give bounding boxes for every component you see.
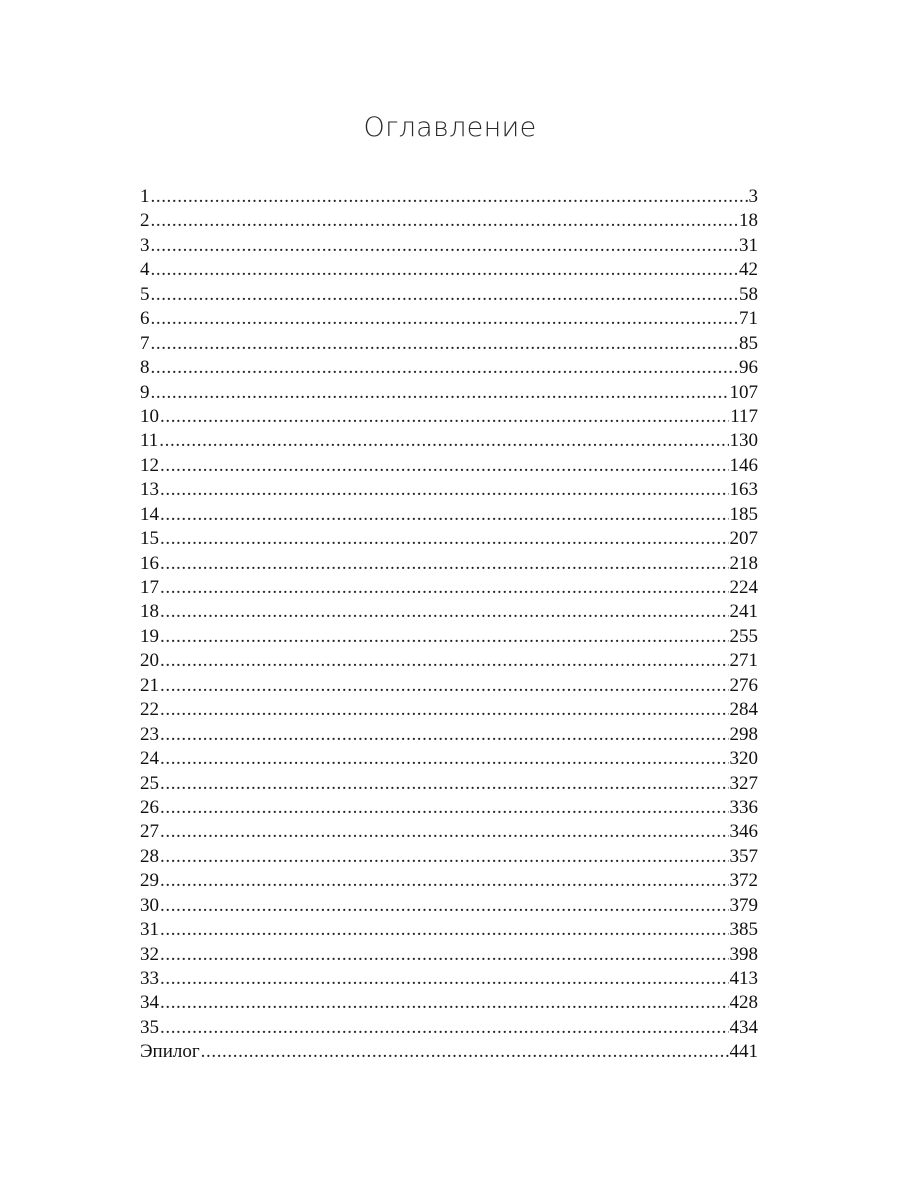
- toc-entry-label: 2: [140, 210, 150, 232]
- toc-entry: [140, 552, 758, 576]
- toc-entry: [140, 772, 758, 796]
- toc-entry-label: 29: [140, 870, 159, 892]
- toc-dot-leader: [160, 503, 729, 527]
- toc-dot-leader: [160, 576, 729, 600]
- toc-entry-page-number: 336: [729, 796, 758, 818]
- toc-dot-leader: [201, 1040, 729, 1064]
- toc-dot-leader: [151, 185, 748, 209]
- toc-entry-label: 26: [140, 796, 159, 818]
- toc-dot-leader: [160, 600, 729, 624]
- toc-entry-label: 33: [140, 968, 159, 989]
- toc-entry-label: 6: [140, 308, 150, 330]
- toc-entry-label: 5: [140, 283, 150, 305]
- toc-entry: [140, 283, 758, 307]
- toc-entry-page-number: 218: [729, 552, 758, 574]
- toc-entry-page-number: 346: [729, 821, 758, 843]
- toc-entry-label: 22: [140, 699, 159, 721]
- toc-entry-page-number: 428: [729, 992, 758, 1014]
- toc-entry: [140, 674, 758, 698]
- toc-dot-leader: [159, 429, 728, 453]
- toc-entry: [140, 698, 758, 722]
- toc-entry-page-number: 117: [730, 405, 758, 427]
- toc-entry-page-number: 207: [729, 528, 758, 550]
- toc-dot-leader: [160, 674, 729, 698]
- toc-entry-page-number: 298: [729, 723, 758, 745]
- toc-dot-leader: [160, 478, 729, 502]
- toc-entry-label: 1: [140, 186, 150, 207]
- toc-entry-label: 32: [140, 943, 159, 965]
- toc-entry-label: 16: [140, 552, 159, 574]
- toc-entry-label: 27: [140, 821, 159, 843]
- toc-entry-page-number: 146: [729, 454, 758, 476]
- toc-dot-leader: [160, 747, 729, 771]
- toc-entry-page-number: 107: [729, 381, 758, 403]
- toc-entry-label: 34: [140, 992, 159, 1014]
- toc-entry: [140, 600, 758, 624]
- toc-entry: [140, 796, 758, 820]
- toc-entry-label: 13: [140, 479, 159, 501]
- toc-entry-label: 7: [140, 332, 150, 354]
- toc-entry: [140, 429, 758, 453]
- toc-entry: [140, 454, 758, 478]
- toc-dot-leader: [160, 796, 729, 820]
- toc-entry-page-number: 327: [729, 772, 758, 794]
- toc-entry-label: 14: [140, 503, 159, 525]
- toc-entry-label: 8: [140, 357, 150, 379]
- toc-entry-page-number: 163: [729, 479, 758, 501]
- toc-entry-label: 19: [140, 625, 159, 647]
- toc-entry: [140, 967, 758, 991]
- toc-dot-leader: [160, 552, 729, 576]
- toc-entry-page-number: 130: [729, 430, 758, 452]
- toc-dot-leader: [160, 649, 729, 673]
- toc-entry-page-number: 42: [739, 259, 758, 281]
- toc-entry-label: 31: [140, 919, 159, 941]
- toc-dot-leader: [151, 209, 739, 233]
- toc-dot-leader: [151, 356, 739, 380]
- toc-entry: [140, 209, 758, 233]
- toc-entry-label: 35: [140, 1016, 159, 1038]
- toc-entry-page-number: 185: [729, 503, 758, 525]
- toc-dot-leader: [160, 991, 729, 1015]
- toc-entry-page-number: 96: [739, 357, 758, 379]
- toc-entry: [140, 307, 758, 331]
- toc-entry-page-number: 284: [729, 699, 758, 721]
- toc-entry-page-number: 255: [729, 625, 758, 647]
- toc-entry: [140, 478, 758, 502]
- toc-entry-page-number: 271: [729, 650, 758, 672]
- toc-dot-leader: [160, 698, 729, 722]
- toc-entry-label: 20: [140, 650, 159, 672]
- toc-entry-label: 18: [140, 601, 159, 623]
- toc-dot-leader: [160, 943, 729, 967]
- toc-entry-page-number: 276: [729, 674, 758, 696]
- toc-dot-leader: [160, 845, 729, 869]
- toc-entry: [140, 943, 758, 967]
- toc-entry: [140, 894, 758, 918]
- toc-dot-leader: [160, 405, 729, 429]
- toc-entry: [140, 747, 758, 771]
- toc-entry-page-number: 241: [729, 601, 758, 623]
- toc-entry-page-number: 385: [729, 919, 758, 941]
- toc-entry: [140, 185, 758, 209]
- toc-dot-leader: [160, 894, 729, 918]
- toc-entry: [140, 576, 758, 600]
- toc-entry-page-number: 31: [739, 234, 758, 256]
- toc-entry-page-number: 398: [729, 943, 758, 965]
- page-title: Оглавление: [363, 112, 537, 143]
- toc-entry-page-number: 372: [729, 870, 758, 892]
- toc-entry-label: 9: [140, 381, 150, 403]
- toc-dot-leader: [151, 332, 739, 356]
- toc-entry: [140, 332, 758, 356]
- toc-entry: [140, 649, 758, 673]
- toc-entry-label: 10: [140, 405, 159, 427]
- toc-entry: [140, 503, 758, 527]
- toc-dot-leader: [160, 967, 729, 991]
- toc-entry-label: 21: [140, 674, 159, 696]
- toc-entry-label: 4: [140, 259, 150, 281]
- toc-entry: [140, 991, 758, 1015]
- toc-dot-leader: [160, 772, 729, 796]
- toc-entry: [140, 845, 758, 869]
- toc-dot-leader: [160, 625, 729, 649]
- toc-entry-label: 24: [140, 748, 159, 770]
- toc-entry-label: 17: [140, 577, 159, 598]
- toc-entry: [140, 527, 758, 551]
- toc-entry: [140, 405, 758, 429]
- toc-dot-leader: [151, 283, 739, 307]
- toc-dot-leader: [160, 723, 729, 747]
- toc-entry-page-number: 224: [729, 577, 758, 598]
- toc-entry: [140, 625, 758, 649]
- toc-entry-label: 12: [140, 454, 159, 476]
- toc-dot-leader: [151, 307, 739, 331]
- toc-entry-label: 11: [140, 430, 159, 452]
- toc-entry: [140, 820, 758, 844]
- toc-entry-page-number: 3: [748, 186, 758, 207]
- toc-entry: [140, 234, 758, 258]
- toc-dot-leader: [160, 869, 729, 893]
- toc-entry-page-number: 58: [739, 283, 758, 305]
- toc-entry-label: Эпилог: [140, 1041, 200, 1063]
- toc-entry-label: 15: [140, 528, 159, 550]
- toc-entry: [140, 918, 758, 942]
- toc-entry: [140, 356, 758, 380]
- toc-entry-page-number: 434: [729, 1016, 758, 1038]
- toc-dot-leader: [160, 918, 729, 942]
- toc-entry-label: 23: [140, 723, 159, 745]
- table-of-contents: [140, 185, 758, 1065]
- toc-entry-page-number: 413: [729, 968, 758, 989]
- toc-entry-page-number: 18: [739, 210, 758, 232]
- toc-entry: [140, 1040, 758, 1064]
- toc-dot-leader: [160, 527, 729, 551]
- toc-entry-label: 25: [140, 772, 159, 794]
- toc-entry: [140, 1016, 758, 1040]
- toc-dot-leader: [151, 381, 729, 405]
- toc-entry-page-number: 71: [739, 308, 758, 330]
- toc-entry-label: 28: [140, 845, 159, 867]
- toc-entry: [140, 723, 758, 747]
- toc-entry-page-number: 379: [729, 894, 758, 916]
- toc-entry: [140, 381, 758, 405]
- toc-dot-leader: [151, 258, 739, 282]
- toc-entry-page-number: 441: [729, 1041, 758, 1063]
- toc-dot-leader: [160, 1016, 729, 1040]
- toc-entry: [140, 869, 758, 893]
- toc-entry-label: 3: [140, 234, 150, 256]
- toc-entry: [140, 258, 758, 282]
- toc-dot-leader: [160, 454, 729, 478]
- toc-entry-page-number: 85: [739, 332, 758, 354]
- toc-dot-leader: [160, 820, 729, 844]
- toc-entry-label: 30: [140, 894, 159, 916]
- toc-entry-page-number: 357: [729, 845, 758, 867]
- toc-entry-page-number: 320: [729, 748, 758, 770]
- toc-dot-leader: [151, 234, 739, 258]
